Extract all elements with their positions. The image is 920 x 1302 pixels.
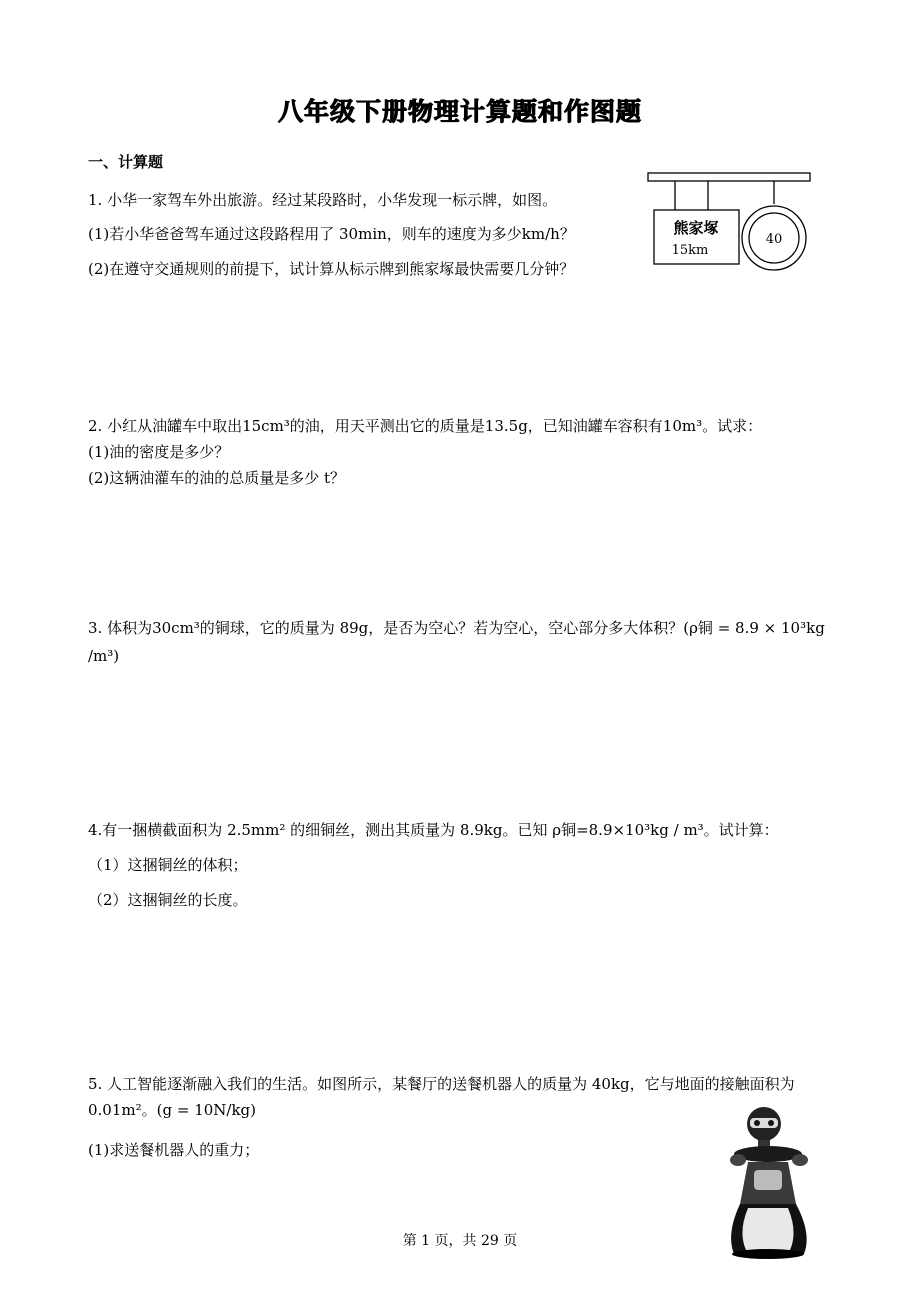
q1-part1: (1)若小华爸爸驾车通过这段路程用了 30min，则车的速度为多少km/h？ bbox=[88, 225, 575, 243]
road-sign-figure bbox=[645, 168, 815, 278]
q2-part2: (2)这辆油灌车的油的总质量是多少 t？ bbox=[88, 469, 346, 487]
q1-stem: 1. 小华一家驾车外出旅游。经过某段路时，小华发现一标示牌，如图。 bbox=[88, 191, 558, 209]
speed-limit-sign bbox=[742, 206, 806, 270]
section-heading: 一、计算题 bbox=[88, 153, 164, 171]
q2-stem: 2. 小红从油罐车中取出15cm³的油，用天平测出它的质量是13.5g，已知油罐车容积有10m³。试求： bbox=[88, 417, 763, 435]
sign-distance: 15km bbox=[671, 243, 709, 258]
q4-stem: 4.有一捆横截面积为 2.5mm² 的细铜丝，测出其质量为 8.9kg。已知 ρ铜=8.9×10³kg / m³。试计算： bbox=[88, 821, 779, 839]
q3-line2: /m³) bbox=[88, 647, 120, 665]
q4-part2: （2）这捆铜丝的长度。 bbox=[88, 891, 248, 909]
q5-line2: 0.01m²。(g = 10N/kg) bbox=[88, 1101, 257, 1119]
q2-part1: (1)油的密度是多少？ bbox=[88, 443, 230, 461]
speed-limit-value: 40 bbox=[765, 232, 783, 247]
q3-line1: 3. 体积为30cm³的铜球，它的质量为 89g，是否为空心？若为空心，空心部分多大体积？(ρ铜 = 8.9 × 10³kg bbox=[88, 619, 825, 637]
q5-line1: 5. 人工智能逐渐融入我们的生活。如图所示，某餐厅的送餐机器人的质量为 40kg，它与地面的接触面积为 bbox=[88, 1075, 795, 1093]
page-footer: 第 1 页，共 29 页 bbox=[402, 1233, 518, 1249]
page-title: 八年级下册物理计算题和作图题 bbox=[277, 97, 642, 126]
q4-part1: （1）这捆铜丝的体积； bbox=[88, 856, 248, 874]
sign-place-name: 熊家塚 bbox=[673, 219, 719, 237]
q5-part1: (1)求送餐机器人的重力； bbox=[88, 1141, 260, 1159]
q1-part2: (2)在遵守交通规则的前提下，试计算从标示牌到熊家塚最快需要几分钟？ bbox=[88, 260, 575, 278]
